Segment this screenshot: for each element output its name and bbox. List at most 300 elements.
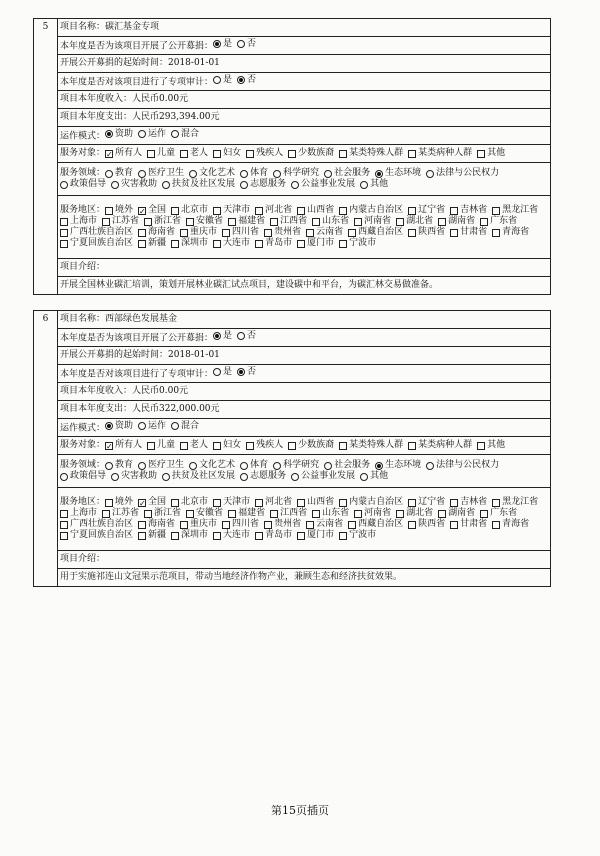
service-region-option[interactable]: 河南省 [354,216,391,227]
service-target-row: 服务对象： ✓ 所有人 儿童 老人 妇女 残疾人 少数族裔 某类特殊人群 某类病种人群 其他 [58,437,551,455]
checkbox-icon[interactable] [60,240,68,248]
service-field-option[interactable]: 文化艺术 [189,460,235,471]
service-region-option[interactable]: 境外 [105,497,133,508]
radio-icon[interactable] [324,170,332,178]
service-region-option[interactable]: 辽宁省 [408,205,445,216]
checkbox-icon[interactable] [339,442,347,450]
checkbox-icon[interactable] [138,532,146,540]
project-number: 5 [34,19,58,295]
checkbox-icon[interactable] [438,510,446,518]
checkbox-icon[interactable] [450,229,458,237]
special-audit-row: 本年度是否对该项目进行了专项审计： 是 否 [58,73,551,91]
checkbox-icon[interactable] [477,150,485,158]
checkbox-icon[interactable] [222,521,230,529]
service-region-option[interactable]: 北京市 [171,205,208,216]
service-field-option[interactable]: 灾害救助 [111,179,157,190]
service-field-option[interactable]: 其他 [360,179,388,190]
service-region-option[interactable]: 湖南省 [438,216,475,227]
checkbox-icon[interactable] [312,218,320,226]
service-target-option[interactable]: 妇女 [213,440,241,451]
service-region-option[interactable]: 山东省 [312,508,349,519]
service-region-option[interactable]: 西藏自治区 [348,227,403,238]
radio-icon[interactable] [375,170,383,178]
service-target-option[interactable]: 其他 [477,440,505,451]
radio-icon[interactable] [189,170,197,178]
project-name: 项目名称：西部绿色发展基金 [58,311,551,329]
radio-icon[interactable] [105,422,113,430]
service-region-option[interactable]: 深圳市 [171,530,208,541]
intro-label: 项目介绍： [58,259,551,277]
checkbox-icon[interactable] [288,150,296,158]
radio-icon[interactable] [375,462,383,470]
checkbox-icon[interactable] [213,240,221,248]
project-table-5 [33,18,551,295]
service-region-option[interactable]: 陕西省 [408,227,445,238]
service-region-row: 服务地区： 境外 ✓ 全国 北京市 天津市 河北省 山西省 内蒙古自治区 辽宁省 吉林省 黑龙江省 上海市 江苏省 浙江省 安徽省 福建省 江西省 山东省 河南省 湖北省 湖南省 广东省 广西壮族自治区 海南省 重庆市 四川省 贵州省 云南省 西藏自治区 陕西省 甘肃省 青海省 宁夏回族自治区 新疆 深圳市 大连市 青岛市 厦门市 宁波市 [58,196,551,259]
checkbox-icon[interactable] [180,150,188,158]
checkbox-icon[interactable] [354,218,362,226]
service-field-option[interactable]: 社会服务 [324,168,370,179]
service-region-option[interactable]: 天津市 [213,497,250,508]
operation-mode-option[interactable]: 资助 [105,129,133,140]
radio-icon[interactable] [240,181,248,189]
service-region-option[interactable]: 宁波市 [339,238,376,249]
service-target-option[interactable]: 某类特殊人群 [339,440,403,451]
radio-icon[interactable] [240,462,248,470]
service-region-option[interactable]: 大连市 [213,238,250,249]
intro-text: 开展全国林业碳汇培训，策划开展林业碳汇试点项目，建设碳中和平台，为碳汇林交易做准备。 [58,277,551,295]
radio-icon[interactable] [162,473,170,481]
service-region-option[interactable]: 山西省 [297,205,334,216]
service-target-option[interactable]: 儿童 [147,440,175,451]
service-field-option[interactable]: 扶贫及社区发展 [162,179,235,190]
checkbox-icon[interactable] [264,229,272,237]
checkbox-icon[interactable] [105,499,113,507]
public-fundraising-row: 本年度是否为该项目开展了公开募捐： 是 否 [58,37,551,55]
service-field-option[interactable]: 公益事业发展 [291,471,355,482]
checkbox-icon[interactable] [408,207,416,215]
radio-icon[interactable] [213,332,221,340]
checkbox-icon[interactable]: ✓ [106,441,113,451]
radio-icon[interactable] [360,181,368,189]
operation-mode-option[interactable]: 混合 [171,421,199,432]
checkbox-icon[interactable] [138,229,146,237]
checkbox-icon[interactable] [105,207,113,215]
service-region-option[interactable]: 青岛市 [255,238,292,249]
service-region-option[interactable]: 四川省 [222,227,259,238]
checkbox-icon[interactable] [213,442,221,450]
service-region-option[interactable]: 内蒙古自治区 [339,205,403,216]
operation-mode-row: 运作模式： 资助 运作 混合 [58,419,551,437]
radio-icon[interactable] [138,130,146,138]
service-region-option[interactable]: 河南省 [354,508,391,519]
service-field-option[interactable]: 政策倡导 [60,179,106,190]
service-field-option[interactable]: 其他 [360,471,388,482]
service-region-option[interactable]: 广西壮族自治区 [60,227,133,238]
project-expense: 项目本年度支出：人民币293,394.00元 [58,109,551,127]
checkbox-icon[interactable] [288,442,296,450]
service-target-option[interactable]: 某类病种人群 [408,148,472,159]
service-field-option[interactable]: 志愿服务 [240,179,286,190]
radio-icon[interactable] [60,473,68,481]
service-field-option[interactable]: 体育 [240,460,268,471]
service-target-option[interactable]: 少数族裔 [288,148,334,159]
service-region-option[interactable]: ✓ 全国 [139,205,167,216]
service-region-option[interactable]: 宁夏回族自治区 [60,530,133,541]
service-field-option[interactable]: 科学研究 [273,168,319,179]
checkbox-icon[interactable] [147,150,155,158]
service-field-option[interactable]: 生态环境 [375,168,421,179]
checkbox-icon[interactable] [60,510,68,518]
service-region-option[interactable]: 山东省 [312,216,349,227]
service-target-option[interactable]: 老人 [180,440,208,451]
checkbox-icon[interactable] [492,499,500,507]
service-region-option[interactable]: 天津市 [213,205,250,216]
service-region-option[interactable]: 上海市 [60,508,97,519]
service-region-option[interactable]: 吉林省 [450,205,487,216]
radio-icon[interactable] [105,130,113,138]
service-region-option[interactable]: 湖北省 [396,508,433,519]
service-region-option[interactable]: 北京市 [171,497,208,508]
service-field-option[interactable]: 社会服务 [324,460,370,471]
radio-icon[interactable] [237,40,245,48]
checkbox-icon[interactable] [60,218,68,226]
radio-icon[interactable] [171,422,179,430]
service-field-option[interactable]: 医疗卫生 [138,460,184,471]
radio-icon[interactable] [360,473,368,481]
service-region-option[interactable]: 青海省 [492,519,529,530]
service-region-option[interactable]: 海南省 [138,519,175,530]
service-region-option[interactable]: 湖北省 [396,216,433,227]
checkbox-icon[interactable] [339,532,347,540]
checkbox-icon[interactable] [408,150,416,158]
checkbox-icon[interactable] [396,510,404,518]
checkbox-icon[interactable] [147,442,155,450]
checkbox-icon[interactable] [339,240,347,248]
radio-icon[interactable] [273,462,281,470]
service-region-option[interactable]: 海南省 [138,227,175,238]
checkbox-icon[interactable] [339,499,347,507]
checkbox-icon[interactable] [297,532,305,540]
radio-icon[interactable] [237,76,245,84]
checkbox-icon[interactable] [171,240,179,248]
radio-icon[interactable] [291,473,299,481]
service-region-option[interactable]: 安徽省 [186,216,223,227]
service-region-option[interactable]: 吉林省 [450,497,487,508]
service-field-option[interactable]: 灾害救助 [111,471,157,482]
service-field-option[interactable]: 教育 [105,460,133,471]
checkbox-icon[interactable]: ✓ [139,498,146,508]
service-field-option[interactable]: 志愿服务 [240,471,286,482]
checkbox-icon[interactable] [492,229,500,237]
service-region-option[interactable]: 四川省 [222,519,259,530]
checkbox-icon[interactable] [213,150,221,158]
service-region-option[interactable]: 湖南省 [438,508,475,519]
checkbox-icon[interactable] [339,207,347,215]
service-region-option[interactable]: 厦门市 [297,238,334,249]
service-region-option[interactable]: 浙江省 [144,508,181,519]
checkbox-icon[interactable] [264,521,272,529]
radio-icon[interactable] [237,368,245,376]
operation-mode-option[interactable]: 运作 [138,129,166,140]
service-field-row: 服务领域： 教育 医疗卫生 文化艺术 体育 科学研究 社会服务 生态环境 法律与公民权力 政策倡导 灾害救助 扶贫及社区发展 志愿服务 公益事业发展 其他 [58,163,551,196]
service-target-option[interactable]: ✓ 所有人 [106,440,143,451]
service-region-option[interactable]: 深圳市 [171,238,208,249]
checkbox-icon[interactable] [213,499,221,507]
radio-icon[interactable] [237,332,245,340]
checkbox-icon[interactable] [450,521,458,529]
radio-icon[interactable] [426,462,434,470]
checkbox-icon[interactable] [438,218,446,226]
radio-icon[interactable] [162,181,170,189]
fundraising-start-date: 开展公开募捐的起始时间：2018-01-01 [58,347,551,365]
operation-mode-row: 运作模式： 资助 运作 混合 [58,127,551,145]
service-target-option[interactable]: 少数族裔 [288,440,334,451]
checkbox-icon[interactable] [408,229,416,237]
service-region-option[interactable]: 辽宁省 [408,497,445,508]
checkbox-icon[interactable] [297,499,305,507]
checkbox-icon[interactable] [171,207,179,215]
service-region-option[interactable]: 江苏省 [102,216,139,227]
service-region-option[interactable]: 河北省 [255,497,292,508]
service-region-option[interactable]: 云南省 [306,227,343,238]
operation-mode-option[interactable]: 运作 [138,421,166,432]
service-region-option[interactable]: 云南省 [306,519,343,530]
checkbox-icon[interactable] [354,510,362,518]
radio-icon[interactable] [324,462,332,470]
radio-icon[interactable] [213,368,221,376]
service-field-option[interactable]: 生态环境 [375,460,421,471]
radio-icon[interactable] [213,76,221,84]
radio-icon[interactable] [273,170,281,178]
checkbox-icon[interactable] [186,510,194,518]
checkbox-icon[interactable] [228,510,236,518]
radio-icon[interactable] [189,462,197,470]
radio-icon[interactable] [138,422,146,430]
service-field-option[interactable]: 科学研究 [273,460,319,471]
service-region-option[interactable]: 广东省 [480,216,517,227]
radio-icon[interactable] [171,130,179,138]
checkbox-icon[interactable] [480,510,488,518]
checkbox-icon[interactable] [60,532,68,540]
checkbox-icon[interactable] [180,442,188,450]
checkbox-icon[interactable] [60,521,68,529]
checkbox-icon[interactable] [312,510,320,518]
checkbox-icon[interactable] [186,218,194,226]
service-region-option[interactable]: 福建省 [228,216,265,227]
service-target-option[interactable]: 其他 [477,148,505,159]
service-target-option[interactable]: 某类病种人群 [408,440,472,451]
checkbox-icon[interactable] [246,442,254,450]
service-region-option[interactable]: 贵州省 [264,519,301,530]
checkbox-icon[interactable] [138,240,146,248]
service-target-option[interactable]: ✓ 所有人 [106,148,143,159]
service-region-option[interactable]: 上海市 [60,216,97,227]
public-fundraising-option[interactable]: 否 [237,331,256,342]
service-region-row: 服务地区： 境外 ✓ 全国 北京市 天津市 河北省 山西省 内蒙古自治区 辽宁省 吉林省 黑龙江省 上海市 江苏省 浙江省 安徽省 福建省 江西省 山东省 河南省 湖北省 湖南省 广东省 广西壮族自治区 海南省 重庆市 四川省 贵州省 云南省 西藏自治区 陕西省 甘肃省 青海省 宁夏回族自治区 新疆 深圳市 大连市 青岛市 厦门市 宁波市 [58,488,551,551]
checkbox-icon[interactable] [255,532,263,540]
service-region-option[interactable]: 新疆 [138,530,166,541]
checkbox-icon[interactable] [180,229,188,237]
service-target-option[interactable]: 某类特殊人群 [339,148,403,159]
checkbox-icon[interactable] [144,218,152,226]
checkbox-icon[interactable] [228,218,236,226]
intro-text: 用于实施祁连山文冠果示范项目，带动当地经济作物产业，兼顾生态和经济扶贫效果。 [58,569,551,587]
checkbox-icon[interactable] [297,240,305,248]
checkbox-icon[interactable] [270,218,278,226]
service-target-option[interactable]: 残疾人 [246,440,283,451]
service-region-option[interactable]: 青岛市 [255,530,292,541]
service-field-option[interactable]: 扶贫及社区发展 [162,471,235,482]
radio-icon[interactable] [111,473,119,481]
service-region-option[interactable]: 新疆 [138,238,166,249]
service-field-option[interactable]: 法律与公民权力 [426,460,499,471]
radio-icon[interactable] [240,170,248,178]
public-fundraising-option[interactable]: 是 [213,331,232,342]
radio-icon[interactable] [138,170,146,178]
checkbox-icon[interactable] [297,207,305,215]
service-region-option[interactable]: ✓ 全国 [139,497,167,508]
checkbox-icon[interactable] [306,229,314,237]
checkbox-icon[interactable] [348,521,356,529]
service-region-option[interactable]: 境外 [105,205,133,216]
checkbox-icon[interactable] [102,510,110,518]
checkbox-icon[interactable]: ✓ [139,206,146,216]
checkbox-icon[interactable] [408,442,416,450]
checkbox-icon[interactable] [339,150,347,158]
service-field-row: 服务领域： 教育 医疗卫生 文化艺术 体育 科学研究 社会服务 生态环境 法律与公民权力 政策倡导 灾害救助 扶贫及社区发展 志愿服务 公益事业发展 其他 [58,455,551,488]
service-field-option[interactable]: 法律与公民权力 [426,168,499,179]
project-number: 6 [34,311,58,587]
service-field-option[interactable]: 体育 [240,168,268,179]
checkbox-icon[interactable]: ✓ [106,149,113,159]
checkbox-icon[interactable] [396,218,404,226]
service-region-option[interactable]: 甘肃省 [450,227,487,238]
service-region-option[interactable]: 厦门市 [297,530,334,541]
service-region-option[interactable]: 贵州省 [264,227,301,238]
project-income: 项目本年度收入：人民币0.00元 [58,383,551,401]
service-target-option[interactable]: 儿童 [147,148,175,159]
checkbox-icon[interactable] [270,510,278,518]
checkbox-icon[interactable] [144,510,152,518]
checkbox-icon[interactable] [492,521,500,529]
checkbox-icon[interactable] [213,207,221,215]
public-fundraising-row: 本年度是否为该项目开展了公开募捐： 是 否 [58,329,551,347]
checkbox-icon[interactable] [60,229,68,237]
intro-label: 项目介绍： [58,551,551,569]
service-target-option[interactable]: 残疾人 [246,148,283,159]
service-region-option[interactable]: 安徽省 [186,508,223,519]
checkbox-icon[interactable] [171,532,179,540]
checkbox-icon[interactable] [255,207,263,215]
service-target-option[interactable]: 老人 [180,148,208,159]
radio-icon[interactable] [426,170,434,178]
radio-icon[interactable] [138,462,146,470]
service-region-option[interactable]: 陕西省 [408,519,445,530]
checkbox-icon[interactable] [480,218,488,226]
checkbox-icon[interactable] [348,229,356,237]
radio-icon[interactable] [60,181,68,189]
project-table-6 [33,310,551,587]
service-region-option[interactable]: 宁夏回族自治区 [60,238,133,249]
operation-mode-option[interactable]: 资助 [105,421,133,432]
checkbox-icon[interactable] [477,442,485,450]
checkbox-icon[interactable] [246,150,254,158]
project-expense: 项目本年度支出：人民币322,000.00元 [58,401,551,419]
radio-icon[interactable] [105,170,113,178]
checkbox-icon[interactable] [306,521,314,529]
service-region-option[interactable]: 黑龙江省 [492,497,538,508]
service-field-option[interactable]: 公益事业发展 [291,179,355,190]
service-region-option[interactable]: 江苏省 [102,508,139,519]
radio-icon[interactable] [240,473,248,481]
service-region-option[interactable]: 河北省 [255,205,292,216]
radio-icon[interactable] [291,181,299,189]
checkbox-icon[interactable] [138,521,146,529]
checkbox-icon[interactable] [180,521,188,529]
radio-icon[interactable] [105,462,113,470]
checkbox-icon[interactable] [450,499,458,507]
service-region-option[interactable]: 黑龙江省 [492,205,538,216]
public-fundraising-option[interactable]: 是 [213,39,232,50]
radio-icon[interactable] [213,40,221,48]
service-target-option[interactable]: 妇女 [213,148,241,159]
service-region-option[interactable]: 浙江省 [144,216,181,227]
service-field-option[interactable]: 政策倡导 [60,471,106,482]
special-audit-option[interactable]: 是 [213,75,232,86]
page-footer: 第15页插页 [271,804,329,817]
special-audit-option[interactable]: 否 [237,75,256,86]
checkbox-icon[interactable] [102,218,110,226]
service-field-option[interactable]: 文化艺术 [189,168,235,179]
special-audit-option[interactable]: 是 [213,367,232,378]
service-target-row: 服务对象： ✓ 所有人 儿童 老人 妇女 残疾人 少数族裔 某类特殊人群 某类病种人群 其他 [58,145,551,163]
service-region-option[interactable]: 重庆市 [180,227,217,238]
service-region-option[interactable]: 江西省 [270,508,307,519]
service-field-option[interactable]: 教育 [105,168,133,179]
radio-icon[interactable] [111,181,119,189]
service-region-option[interactable]: 山西省 [297,497,334,508]
service-region-option[interactable]: 广东省 [480,508,517,519]
service-field-option[interactable]: 医疗卫生 [138,168,184,179]
service-region-option[interactable]: 内蒙古自治区 [339,497,403,508]
special-audit-row: 本年度是否对该项目进行了专项审计： 是 否 [58,365,551,383]
project-income: 项目本年度收入：人民币0.00元 [58,91,551,109]
service-region-option[interactable]: 重庆市 [180,519,217,530]
checkbox-icon[interactable] [408,521,416,529]
service-region-option[interactable]: 福建省 [228,508,265,519]
service-region-option[interactable]: 青海省 [492,227,529,238]
service-region-option[interactable]: 广西壮族自治区 [60,519,133,530]
checkbox-icon[interactable] [255,499,263,507]
public-fundraising-option[interactable]: 否 [237,39,256,50]
checkbox-icon[interactable] [171,499,179,507]
checkbox-icon[interactable] [213,532,221,540]
service-region-option[interactable]: 江西省 [270,216,307,227]
checkbox-icon[interactable] [255,240,263,248]
checkbox-icon[interactable] [408,499,416,507]
service-region-option[interactable]: 甘肃省 [450,519,487,530]
checkbox-icon[interactable] [222,229,230,237]
special-audit-option[interactable]: 否 [237,367,256,378]
checkbox-icon[interactable] [450,207,458,215]
operation-mode-option[interactable]: 混合 [171,129,199,140]
service-region-option[interactable]: 大连市 [213,530,250,541]
fundraising-start-date: 开展公开募捐的起始时间：2018-01-01 [58,55,551,73]
checkbox-icon[interactable] [492,207,500,215]
service-region-option[interactable]: 宁波市 [339,530,376,541]
service-region-option[interactable]: 西藏自治区 [348,519,403,530]
